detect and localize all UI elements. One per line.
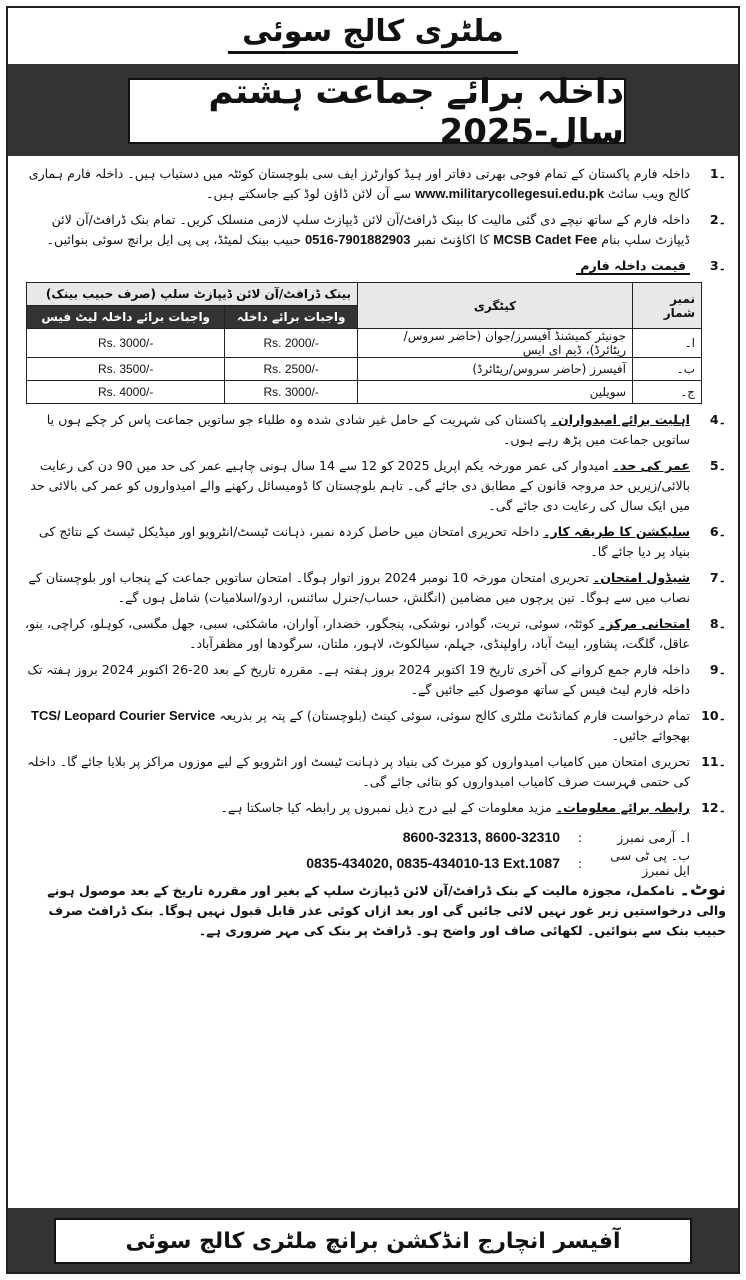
item-number: 3۔ [709,258,726,273]
item-number: 1۔ [709,166,726,181]
account-name: MCSB Cadet Fee [493,232,598,247]
account-number: 0516-7901882903 [304,232,411,247]
item-text: کا اکاؤنٹ نمبر [414,232,490,247]
footer-signature: آفیسر انچارج انڈکشن برانچ ملٹری کالج سوئی [125,1228,621,1254]
item-text: داخلہ تحریری امتحان میں حاصل کردہ نمبر، ذہانت ٹیسٹ/انٹرویو اور میڈیکل ٹیسٹ کے نتائج کی بنیاد پر دیا جائے گا۔ [38,524,690,559]
item-number: 9۔ [709,662,726,677]
table-row [27,381,702,404]
item-number: 8۔ [709,616,726,631]
note [20,880,726,941]
contact-row [20,824,690,850]
item-text: داخلہ فارم کے ساتھ نیچے دی گئی مالیت کا بینک ڈرافٹ/آن لائن ڈیپازٹ سلپ لازمی منسلک کریں۔ تمام بنک ڈرافٹ/آن لائن ڈیپازٹ سلپ بنام [51,212,690,247]
note-text: نامکمل، مجوزہ مالیت کے بنک ڈرافٹ/آن لائن ڈیپازٹ سلپ کے بغیر اور مقررہ تاریخ کے بعد موصول ہونے والی درخواستیں زیر غور نہیں لائی جائیں گی اور بعد ازاں کوئی عذر قابل قبول نہیں ہوگا۔ بنک ڈرافٹ صرف حبیب بنک سے بنوائیں۔ لکھائی صاف اور واضح ہو۔ ڈرافٹ پر بنک کی مہر ضروری ہے۔ [47,883,726,938]
fee-section-title: قیمت داخلہ فارم [576,258,690,275]
contact-value: 8600-32313, 8600-32310 [402,829,560,845]
item-heading: رابطہ برائے معلومات۔ [555,800,690,815]
contact-colon: : [577,855,583,871]
list-item [20,706,726,746]
item-heading: شیڈول امتحان۔ [592,570,690,585]
table-row [27,329,702,358]
contact-numbers [20,824,690,876]
contact-label: ا۔ آرمی نمبرز [617,829,690,845]
cell-serial: ا۔ [633,329,702,358]
list-item [20,752,726,792]
item-number: 5۔ [709,458,726,473]
footer-banner [8,1208,738,1272]
notice-content [20,164,726,941]
advertisement-page [6,6,740,1274]
item-text: تحریری امتحان مورخہ 10 نومبر 2024 بروز اتوار ہوگا۔ امتحان ساتویں جماعت کے پنجاب اور بلوچستان کے نصاب میں سے ہوگا۔ تین پرچوں میں مضامین (انگلش، حساب/جنرل سائنس، اردو/اسلامیات) شامل ہوں گے۔ [28,570,690,605]
note-label: نوٹ۔ [679,879,726,900]
admission-title: داخلہ برائے جماعت ہشتم سال-2025 [208,71,624,152]
list-item [20,568,726,608]
item-heading: امتحانی مرکز۔ [598,616,690,631]
item-heading: عمر کی حد۔ [612,458,690,473]
item-text: امیدوار کی عمر مورخہ یکم اپریل 2025 کو 12 سے 14 سال ہونی چاہیے عمر کی حد میں 90 دن کی رعایت بالائی/زیریں حد مروجہ قانون کے مطابق دی جائے گی۔ تاہم بلوچستان کا ڈومیسائل رکھنے والے امیدواروں کو عمر کی بالائی حد میں ایک سال کی رعایت دی جائے گی۔ [30,458,690,513]
item-heading: اہلیت برائے امیدواران۔ [550,412,690,427]
item-text: کوئٹہ، سوئی، تربت، گوادر، نوشکی، پنجگور، خضدار، آواران، ماشکئی، سبی، جھل مگسی، کوہلو، کراچی، بنو، عاقل، گلگت، پشاور، ایبٹ آباد، راولپنڈی، جہلم، سیالکوٹ، لاہور، ملتان، سرگودھا اور مظفرآباد۔ [24,616,690,651]
list-item [20,660,726,700]
list-item [20,798,726,818]
cell-late-fee: Rs. 3500/- [27,358,225,381]
table-row [27,358,702,381]
list-item [20,410,726,450]
cell-category: آفیسرز (حاضر سروس/ریٹائرڈ) [358,358,633,381]
college-title [8,8,738,60]
list-item [20,164,726,204]
list-item [20,456,726,516]
list-item [20,522,726,562]
cell-late-fee: Rs. 4000/- [27,381,225,404]
item-number: 6۔ [709,524,726,539]
footer-box [54,1218,692,1264]
list-item [20,256,726,276]
cell-serial: ج۔ [633,381,702,404]
item-text: داخلہ فارم جمع کروانے کی آخری تاریخ 19 اکتوبر 2024 بروز ہفتہ ہے۔ مقررہ تاریخ کے بعد 20-26 اکتوبر 2024 بروز ہفتہ تک داخلہ فارم لیٹ فیس کے ساتھ موصول کیے جائیں گے۔ [27,662,690,697]
header-category: کیٹگری [358,283,633,329]
header-late-fee: واجبات برائے داخلہ لیٹ فیس [27,306,225,329]
cell-category: جونیئر کمیشنڈ آفیسرز/جوان (حاضر سروس/ریٹائرڈ)، ڈیم ای ایس [358,329,633,358]
courier-name: TCS/ Leopard Courier Service [31,708,216,723]
item-number: 7۔ [709,570,726,585]
item-text: مزید معلومات کے لیے درج ذیل نمبروں پر رابطہ کیا جاسکتا ہے۔ [220,800,552,815]
cell-admission: Rs. 2500/- [225,358,358,381]
contact-value: 0835-434020, 0835-434010-13 Ext.1087 [306,855,560,871]
list-item [20,210,726,250]
item-number: 2۔ [709,212,726,227]
item-number: 11۔ [701,754,726,769]
cell-category: سویلین [358,381,633,404]
fee-table [26,282,702,404]
item-number: 10۔ [701,708,726,723]
cell-admission: Rs. 2000/- [225,329,358,358]
header-admission: واجبات برائے داخلہ [225,306,358,329]
item-heading: سلیکشن کا طریقہ کار۔ [543,524,690,539]
admission-banner [8,64,738,156]
contact-colon: : [577,829,583,845]
item-text: داخلہ فارم پاکستان کے تمام فوجی بھرتی دفاتر اور ہیڈ کوارٹرز ایف سی بلوچستان کوئٹہ میں دستیاب ہیں۔ داخلہ فارم ہماری کالج ویب سائٹ [28,166,690,201]
cell-serial: ب۔ [633,358,702,381]
header-serial: نمبر شمار [633,283,702,329]
item-text: بھجوائے جائیں۔ [611,728,690,743]
college-name: ملٹری کالج سوئی [228,14,518,54]
cell-late-fee: Rs. 3000/- [27,329,225,358]
item-number: 4۔ [709,412,726,427]
website-url: www.militarycollegesui.edu.pk [415,186,604,201]
item-text: سے آن لائن ڈاؤن لوڈ کیے جاسکتے ہیں۔ [206,186,412,201]
contact-row [20,850,690,876]
item-text: حبیب بینک لمیٹڈ، پی پی ایل برانچ سوئی بنوائیں۔ [46,232,301,247]
item-text: تمام درخواست فارم کمانڈنٹ ملٹری کالج سوئی، سوئی کینٹ (بلوچستان) کے پتہ پر بذریعہ [219,708,690,723]
admission-title-box [128,71,626,152]
item-number: 12۔ [701,800,726,815]
header-bank-group: بینک ڈرافٹ/آن لائن ڈیپازٹ سلپ (صرف حبیب بینک) [27,283,358,306]
item-text: پاکستان کی شہریت کے حامل غیر شادی شدہ وہ طلباء جو ساتویں جماعت پاس کر چکے ہوں یا ساتویں جماعت میں پڑھ رہے ہوں۔ [46,412,690,447]
cell-admission: Rs. 3000/- [225,381,358,404]
item-text: تحریری امتحان میں کامیاب امیدواروں کو میرٹ کی بنیاد پر ذہانت ٹیسٹ اور انٹرویو کے لیے موزوں مراکز پر بلایا جائے گا۔ داخلہ کی حتمی فہرست صرف کامیاب امیدواروں کو بتائی جائے گی۔ [27,754,690,789]
contact-label: ب۔ پی ٹی سی ایل نمبرز [610,848,690,878]
list-item [20,614,726,654]
